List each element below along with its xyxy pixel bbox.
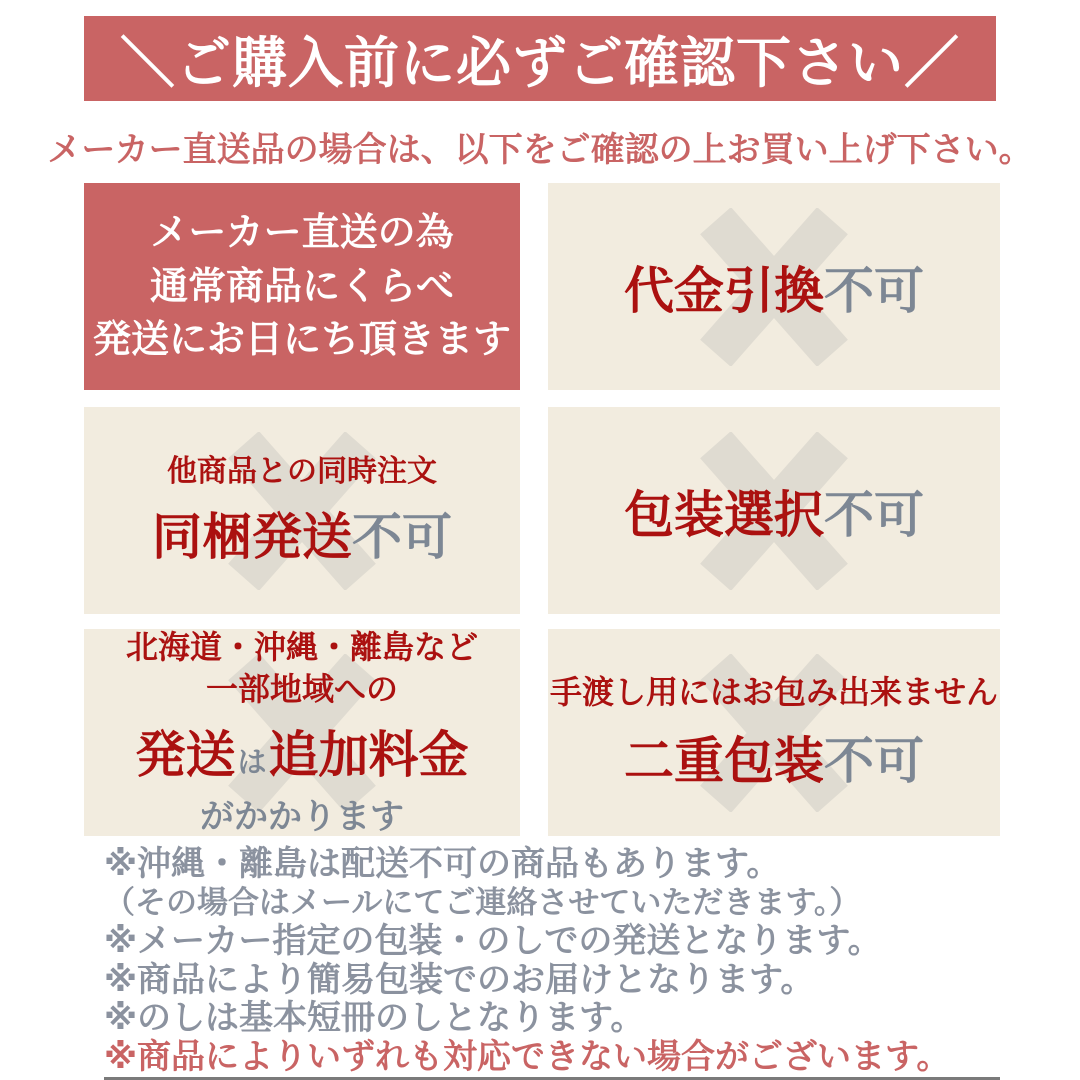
bundle-label: 同梱発送 [152, 507, 352, 566]
bundle-note: 他商品との同時注文 [167, 454, 437, 490]
cod-unavailable-label: 不可 [824, 261, 924, 320]
footnote-okinawa: ※沖縄・離島は配送不可の商品もあります。 [104, 844, 781, 884]
notice-banner [84, 16, 996, 101]
box-direct-shipping [84, 183, 520, 390]
remote-shipping-label: 発送 [135, 725, 236, 784]
box-bundle-shipping-unavailable [84, 407, 520, 614]
cod-label: 代金引換 [624, 261, 824, 320]
notice-subtitle: メーカー直送品の場合は、以下をご確認の上お買い上げ下さい。 [47, 130, 1033, 170]
footnote-maker-wrapping: ※メーカー指定の包装・のしでの発送となります。 [104, 921, 882, 961]
double-wrap-unavailable-label: 不可 [823, 732, 924, 791]
box-cod-unavailable [548, 183, 1000, 390]
footnotes [104, 845, 1064, 1076]
remote-area-note-1: 北海道・沖縄・離島など [125, 629, 478, 667]
double-wrap-note: 手渡し用にはお包み出来ません [549, 672, 998, 711]
remote-fee-tail: がかかります [199, 796, 404, 836]
footnote-noshi: ※のしは基本短冊のしとなります。 [104, 998, 645, 1038]
box-double-wrap-unavailable [548, 629, 1000, 836]
wrap-select-unavailable-label: 不可 [824, 485, 924, 544]
direct-shipping-line-3: 発送にお日にち頂きます [92, 317, 511, 362]
banner-title: ＼ご購入前に必ずご確認下さい／ [119, 31, 960, 95]
bundle-unavailable-label: 不可 [352, 507, 452, 566]
remote-area-note-2: 一部地域への [205, 670, 398, 708]
footnote-no-support: ※商品によりいずれも対応できない場合がございます。 [104, 1036, 951, 1077]
remote-extra-fee-label: 追加料金 [268, 725, 469, 784]
box-wrapping-select-unavailable [548, 407, 1000, 614]
footnote-simple-wrapping: ※商品により簡易包装でのお届けとなります。 [104, 959, 815, 1000]
double-wrap-label: 二重包装 [623, 732, 824, 791]
wrap-select-label: 包装選択 [624, 485, 824, 544]
direct-shipping-line-1: メーカー直送の為 [150, 209, 454, 254]
box-remote-area-fee [84, 629, 520, 836]
footnote-email-contact: （その場合はメールにてご連絡させていただきます。） [104, 884, 861, 921]
remote-particle: は [237, 744, 267, 779]
direct-shipping-line-2: 通常商品にくらべ [149, 263, 454, 308]
